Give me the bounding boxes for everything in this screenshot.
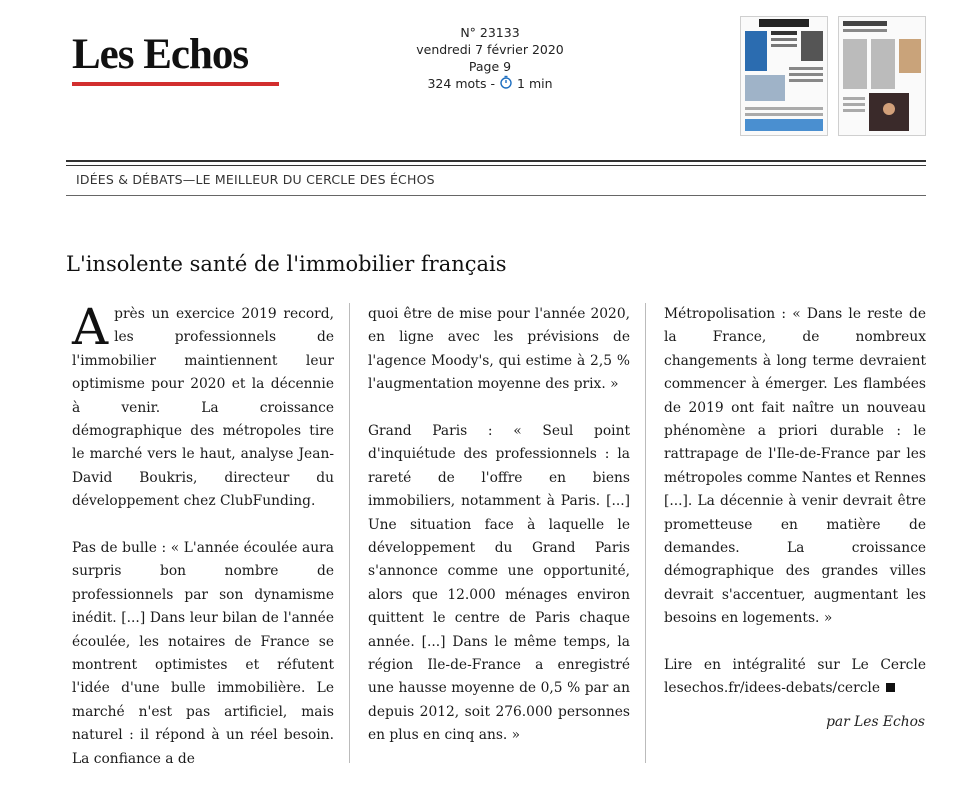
header-rule — [66, 160, 926, 162]
byline: par Les Echos — [826, 714, 925, 730]
logo: Les Echos — [72, 31, 249, 78]
page-number: Page 9 — [468, 59, 512, 74]
issue-meta — [400, 24, 580, 93]
article-page-thumbnail[interactable] — [838, 16, 926, 136]
read-time: 1 min — [517, 76, 553, 91]
paragraph-text: près un exercice 2019 record, les professionnels de l'immobilier maintiennent leur optimisme pour 2020 et la décennie à venir. La croissance démographique des métropoles tire le marché vers le haut, analyse Jean-David Boukris, directeur du développement chez ClubFunding. — [72, 306, 334, 510]
stopwatch-icon — [499, 75, 513, 93]
square-icon — [886, 683, 895, 692]
drop-cap: A — [72, 298, 109, 356]
logo-underline — [72, 82, 279, 86]
header-rule-thin — [66, 165, 926, 166]
column-divider — [349, 303, 350, 763]
issue-number: N° 23133 — [460, 25, 520, 40]
reading-info — [400, 75, 580, 93]
read-more-link[interactable]: Lire en intégralité sur Le Cercle lesechos.fr/idees-debats/cercle — [664, 657, 926, 697]
article-column-3 — [664, 303, 926, 724]
article-title: L'insolente santé de l'immobilier français — [66, 252, 507, 276]
article-paragraph — [72, 298, 334, 514]
word-count: 324 mots - — [427, 76, 496, 91]
article-paragraph: Pas de bulle : « L'année écoulée aura surpris bon nombre de professionnels par son dynamisme inédit. [...] Dans leur bilan de l'année écoulée, les notaires de France se montrent optimistes et réfutent l'idée d'une bulle immobilière. Le marché n'est pas artificiel, mais naturel : il répond à un réel besoin. La confiance a de — [72, 540, 334, 767]
article-column-1 — [72, 298, 334, 795]
article-paragraph — [664, 654, 926, 701]
section-label: IDÉES & DÉBATS—LE MEILLEUR DU CERCLE DES ÉCHOS — [76, 172, 435, 187]
article-column-2 — [368, 303, 630, 771]
article-paragraph: quoi être de mise pour l'année 2020, en ligne avec les prévisions de l'agence Moody's, qui estime à 2,5 % l'augmentation moyenne des prix. » — [368, 306, 630, 393]
article-paragraph: Grand Paris : « Seul point d'inquiétude des professionnels : la rareté de l'offre en biens immobiliers, notamment à Paris. [...] Une situation face à laquelle le développement du Grand Paris s'annonce comme une opportunité, alors que 12.000 ménages environ quittent le centre de Paris chaque année. [...] Dans le même temps, la région Ile-de-France a enregistré une hausse moyenne de 0,5 % par an depuis 2012, soit 276.000 personnes en plus en cinq ans. » — [368, 423, 630, 744]
article-paragraph: Métropolisation : « Dans le reste de la France, de nombreux changements à long terme devraient commencer à émerger. Les flambées de 2019 ont fait naître un nouveau phénomène a priori durable : le rattrapage de l'Ile-de-France par les métropoles comme Nantes et Rennes [...]. La décennie à venir devrait être prometteuse en matière de demandes. La croissance démographique des grandes villes devrait s'accentuer, augmentant les besoins en logements. » — [664, 306, 926, 627]
front-page-thumbnail[interactable] — [740, 16, 828, 136]
section-rule — [66, 195, 926, 196]
column-divider — [645, 303, 646, 763]
issue-date: vendredi 7 février 2020 — [416, 42, 564, 57]
